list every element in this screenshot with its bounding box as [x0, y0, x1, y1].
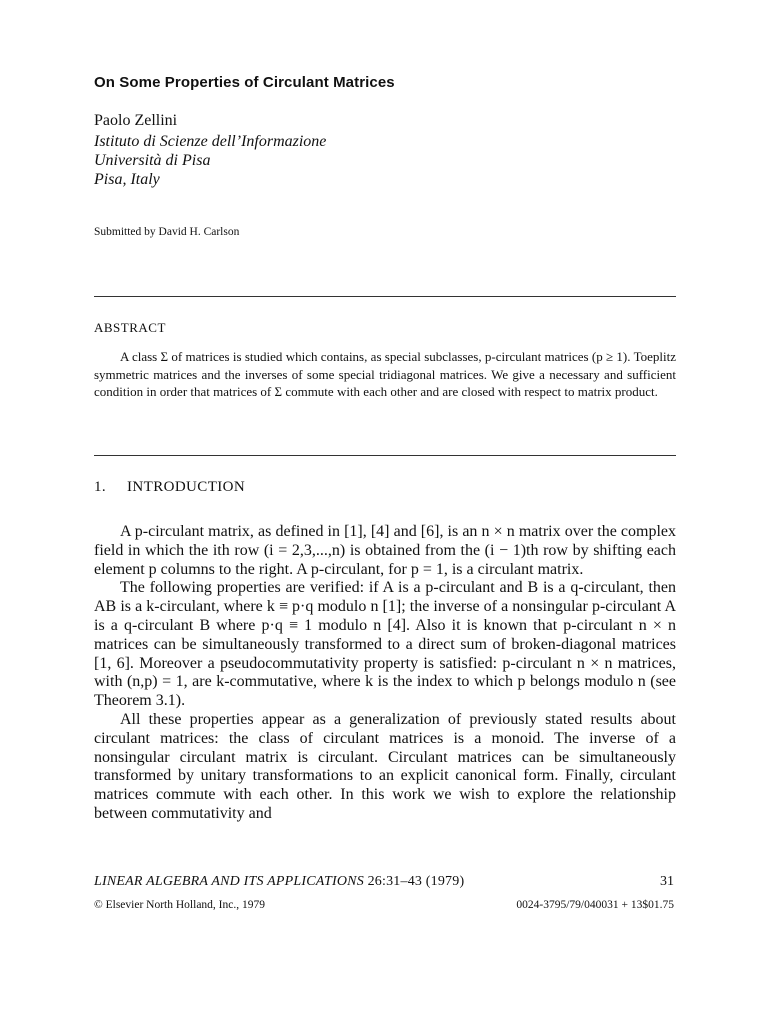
- paragraph: All these properties appear as a generalization of previously stated results about circulant matrices: the class of circulant matrices is a monoid. The inverse of a nonsingular circulant matrix is circulant. Circulant matrices can be simultaneously transformed by unitary transformations to an explicit canonical form. Finally, circulant matrices commute with each other. In this work we wish to explore the relationship between commutativity and: [94, 710, 676, 822]
- section-number: 1.: [94, 479, 107, 495]
- page-number: 31: [660, 874, 674, 889]
- section-title: INTRODUCTION: [127, 479, 246, 495]
- affiliation-university: Università di Pisa: [94, 152, 211, 169]
- section-heading: [94, 479, 245, 496]
- paragraph: The following properties are verified: if A is a p-circulant and B is a q-circulant, then AB is a k-circulant, where k ≡ p·q modulo n [1]; the inverse of a nonsingular p-circulant A is a q-circulant B where p·q ≡ 1 modulo n [4]. Also it is known that p-circulant n × n matrices can be simultaneously transformed to a direct sum of broken-diagonal matrices [1, 6]. Moreover a pseudocommutativity property is satisfied: p-circulant n × n matrices, with (n,p) = 1, are k-commutative, where k is the index to which p belongs modulo n (see Theorem 3.1).: [94, 579, 676, 710]
- abstract-text: A class Σ of matrices is studied which contains, as special subclasses, p-circulant matrices (p ≥ 1). Toeplitz symmetric matrices and the inverses of some special tridiagonal matrices. We give a necessary and sufficient condition in order that matrices of Σ commute with each other and are closed with respect to matrix product.: [94, 349, 676, 400]
- affiliation-location: Pisa, Italy: [94, 171, 160, 188]
- abstract-top-rule: [94, 296, 676, 297]
- copyright-notice: © Elsevier North Holland, Inc., 1979: [94, 899, 265, 911]
- affiliation-institute: Istituto di Scienze dell’Informazione: [94, 133, 327, 150]
- journal-name: LINEAR ALGEBRA AND ITS APPLICATIONS: [94, 874, 364, 889]
- article-code: 0024-3795/79/040031 + 13$01.75: [516, 899, 674, 911]
- submitted-by: Submitted by David H. Carlson: [94, 226, 240, 238]
- article-title: On Some Properties of Circulant Matrices: [94, 74, 395, 91]
- section-body: [94, 523, 676, 824]
- abstract-bottom-rule: [94, 455, 676, 456]
- journal-reference: [94, 874, 464, 890]
- abstract-heading: ABSTRACT: [94, 320, 166, 335]
- journal-citation: 26:31–43 (1979): [367, 874, 465, 889]
- author-name: Paolo Zellini: [94, 112, 178, 129]
- paragraph: A p-circulant matrix, as defined in [1], [4] and [6], is an n × n matrix over the complex field in which the ith row (i = 2,3,...,n) is obtained from the (i − 1)th row by shifting each element p columns to the right. A p-circulant, for p = 1, is a circulant matrix.: [94, 523, 676, 578]
